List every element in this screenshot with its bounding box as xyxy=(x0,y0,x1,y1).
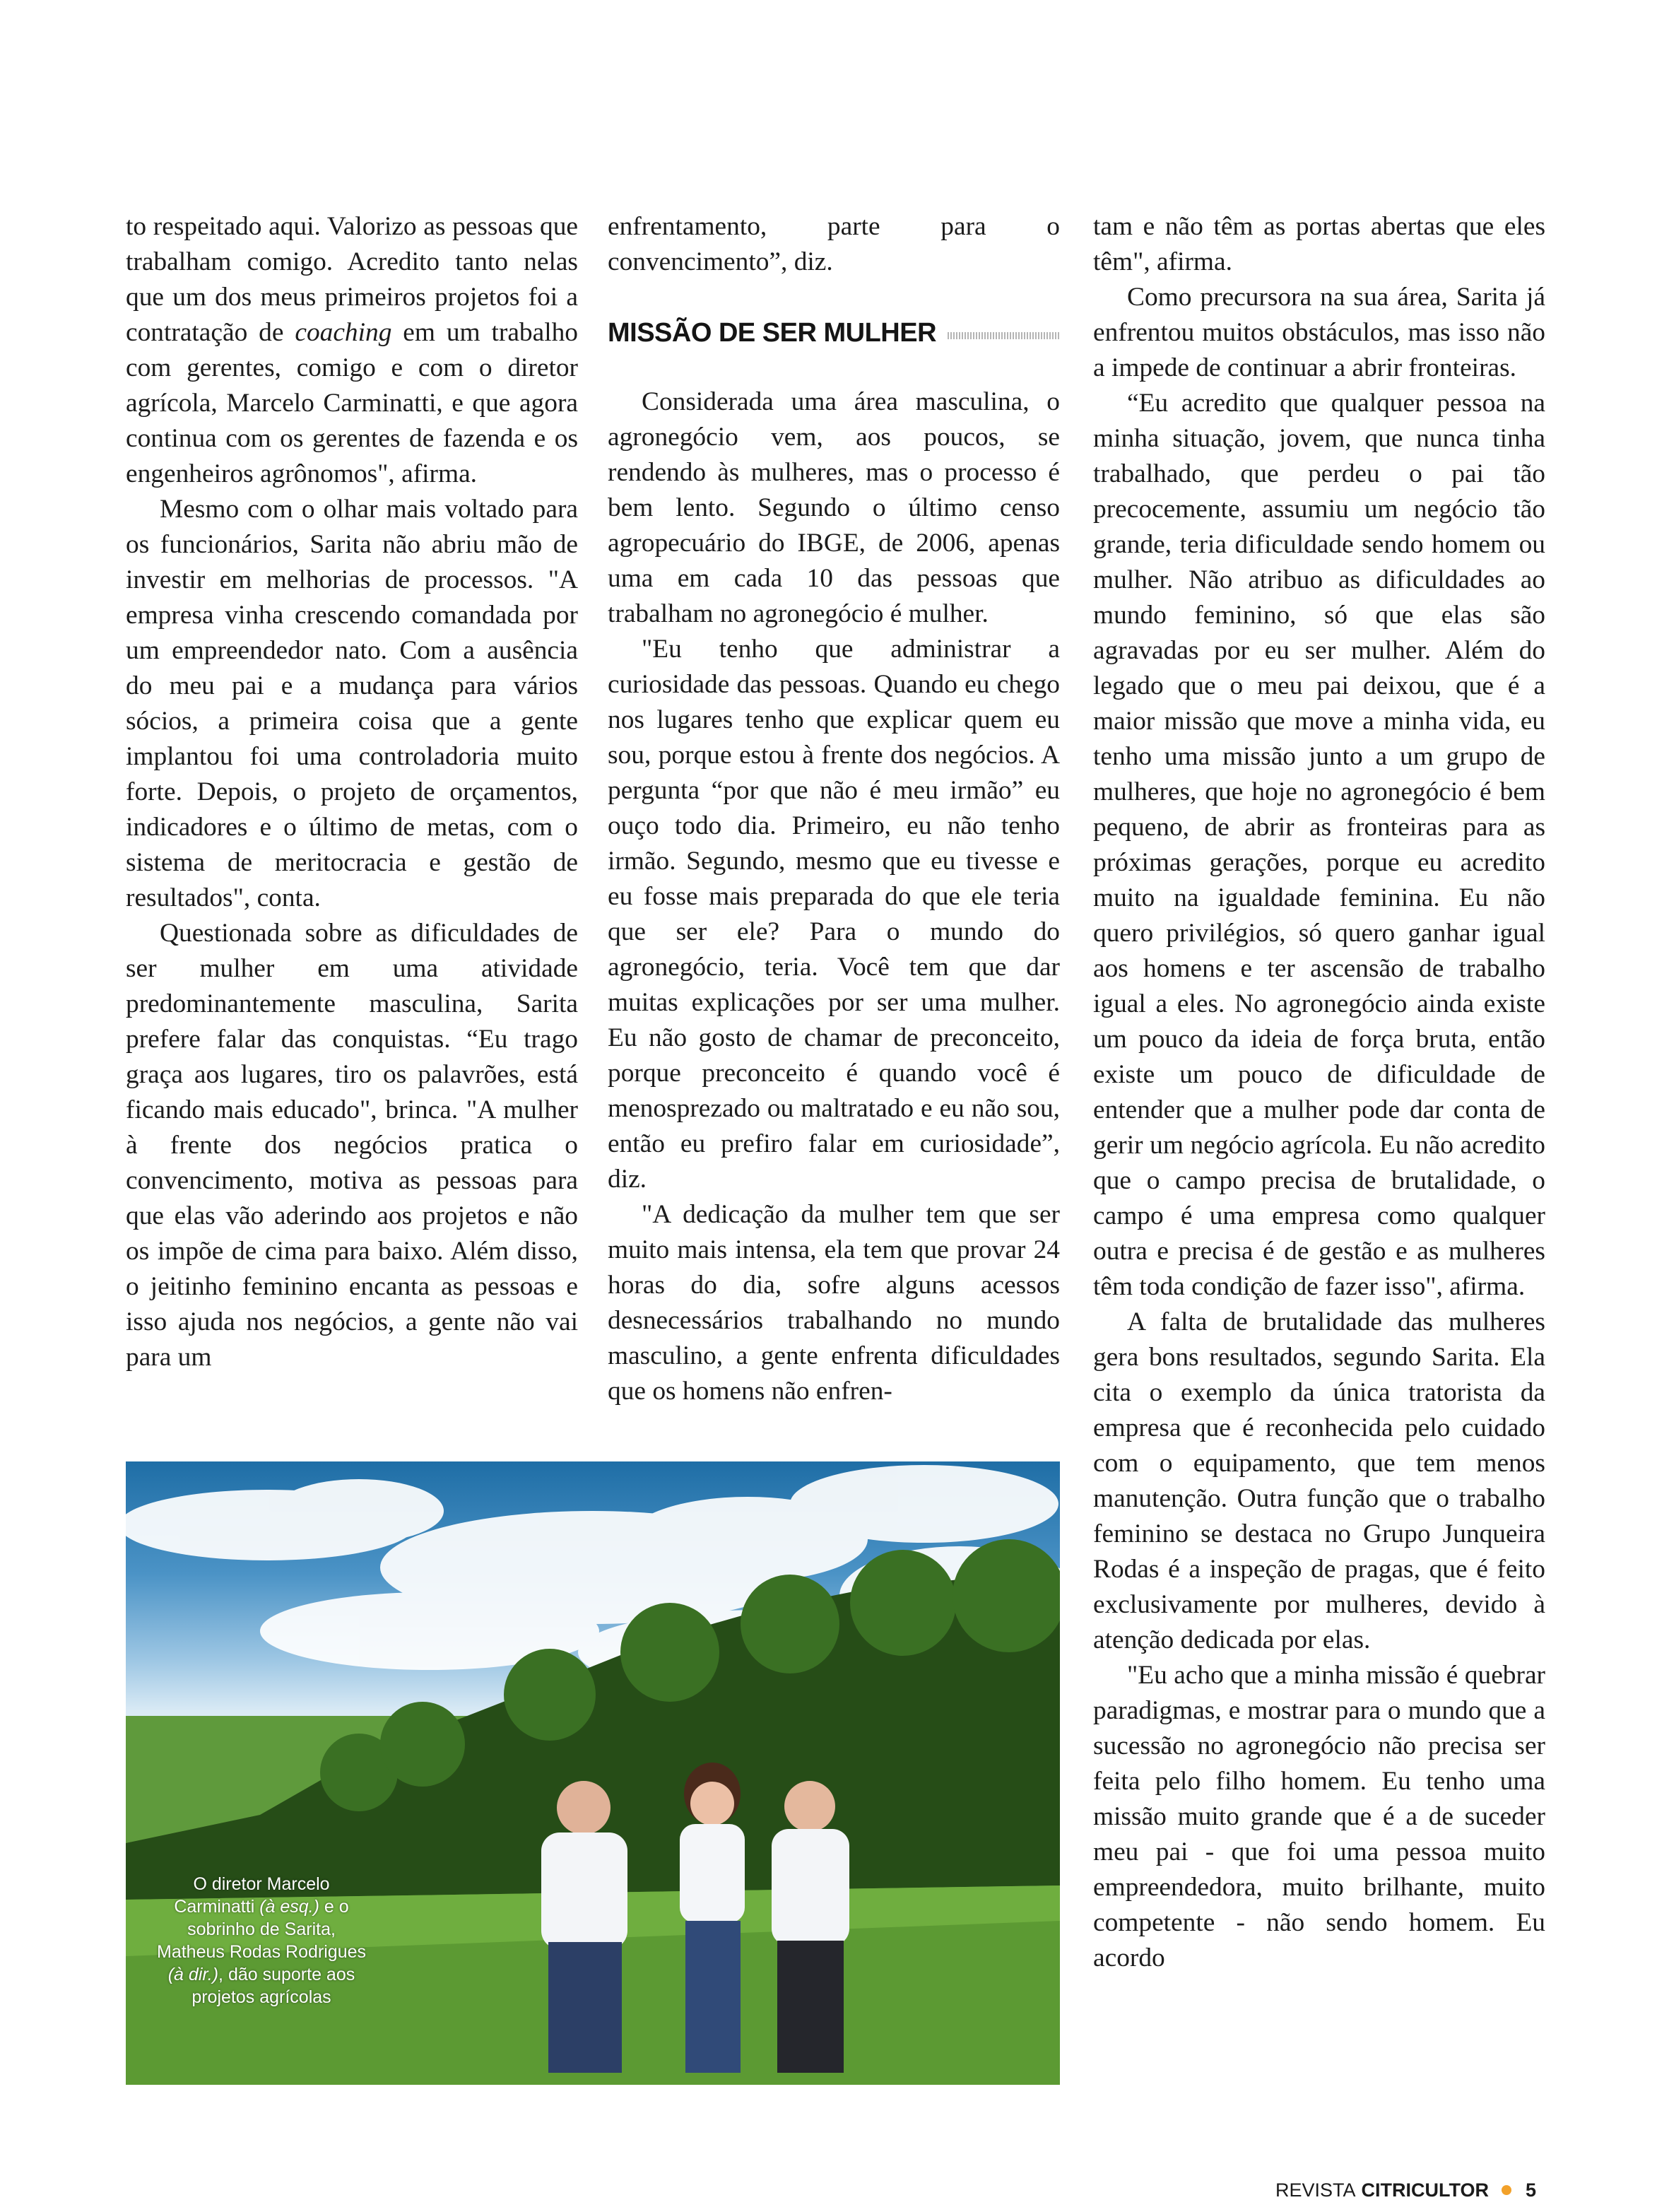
paragraph: A falta de brutalidade das mulheres gera bons resultados, segundo Sarita. Ela cita o exemplo da única tratorista da empresa que é reconhecida pelo cuidado com o equipamento, que tem menos manutenção. Outra função que o trabalho feminino se destaca no Grupo Junqueira Rodas é a inspeção de pragas, que é feito exclusivamente por mulheres, devido à atenção dedicada por elas. xyxy=(1093,1307,1545,1654)
paragraph: "A dedicação da mulher tem que ser muito mais intensa, ela tem que provar 24 horas do dia, sofre alguns acessos desnecessários trabalhando no mundo masculino, a gente enfrenta dificuldades que os homens não enfren- xyxy=(608,1200,1060,1406)
heading-dotted-rule xyxy=(948,332,1060,339)
paragraph: Considerada uma área masculina, o agronegócio vem, aos poucos, se rendendo às mulheres, mas o processo é bem lento. Segundo o último censo agropecuário do IBGE, de 2006, apenas uma em cada 10 das pessoas que trabalham no agronegócio é mulher. xyxy=(608,387,1060,628)
section-heading-text: MISSÃO DE SER MULHER xyxy=(608,318,937,348)
bullet-dot-icon xyxy=(1502,2185,1511,2195)
emphasis: coaching xyxy=(295,318,392,347)
article-column-3 xyxy=(1093,209,1545,1976)
paragraph: enfrentamento, parte para o convencimento”, diz. xyxy=(608,212,1060,276)
magazine-name: REVISTA xyxy=(1275,2179,1356,2201)
paragraph: "Eu tenho que administrar a curiosidade das pessoas. Quando eu chego nos lugares tenho que explicar quem eu sou, porque estou à frente dos negócios. A pergunta “por que não é meu irmão” eu ouço todo dia. Primeiro, eu não tenho irmão. Segundo, mesmo que eu tivesse e eu fosse mais preparada do que ele teria que ser ele? Para o mundo do agronegócio, teria. Você tem que dar muitas explicações por ser uma mulher. Eu não gosto de chamar de preconceito, porque preconceito é quando você é menosprezado ou maltratado e eu não sou, então eu prefiro falar em curiosidade”, diz. xyxy=(608,635,1060,1194)
paragraph: Questionada sobre as dificuldades de ser mulher em uma atividade predominantemente masculina, Sarita prefere falar das conquistas. “Eu trago graça aos lugares, tiro os palavrões, está ficando mais educado", brinca. "A mulher à frente dos negócios pratica o convencimento, motiva as pessoas para que elas vão aderindo aos projetos e não os impõe de cima para baixo. Além disso, o jeitinho feminino encanta as pessoas e isso ajuda nos negócios, a gente não vai para um xyxy=(126,919,578,1372)
page-number: 5 xyxy=(1525,2179,1536,2201)
paragraph: tam e não têm as portas abertas que eles têm", afirma. xyxy=(1093,212,1545,276)
paragraph: “Eu acredito que qualquer pessoa na minha situação, jovem, que nunca tinha trabalhado, que perdeu o pai tão precocemente, assumiu um negócio tão grande, teria dificuldade sendo homem ou mulher. Não atribuo as dificuldades ao mundo feminino, só que elas são agravadas por eu ser mulher. Além do legado que o meu pai deixou, que é a maior missão que move a minha vida, eu tenho uma missão junto a um grupo de mulheres, que hoje no agronegócio é bem pequeno, de abrir as fronteiras para as próximas gerações, porque eu acredito muito na igualdade feminina. Eu não quero privilégios, só quero ganhar igual aos homens e ter ascensão de trabalho igual a eles. No agronegócio ainda existe um pouco da ideia de força bruta, então existe um pouco de dificuldade de entender que a mulher pode dar conta de gerir um negócio agrícola. Eu não acredito que o campo precisa de brutalidade, o campo é uma empresa como qualquer outra e precisa é de gestão e as mulheres têm toda condição de fazer isso", afirma. xyxy=(1093,389,1545,1301)
magazine-name-bold: CITRICULTOR xyxy=(1361,2179,1489,2201)
article-column-1 xyxy=(126,209,578,1375)
paragraph: to respeitado aqui. Valorizo as pessoas que trabalham comigo. Acredito tanto nelas que um dos meus primeiros projetos foi a contratação de coaching em um trabalho com gerentes, comigo e com o diretor agrícola, Marcelo Carminatti, e que agora continua com os gerentes de fazenda e os engenheiros agrônomos", afirma. xyxy=(126,212,578,488)
paragraph: Como precursora na sua área, Sarita já enfrentou muitos obstáculos, mas isso não a impede de continuar a abrir fronteiras. xyxy=(1093,283,1545,382)
section-heading xyxy=(608,315,1060,351)
paragraph: Mesmo com o olhar mais voltado para os funcionários, Sarita não abriu mão de investir em melhorias de processos. "A empresa vinha crescendo comandada por um empreendedor nato. Com a ausência do meu pai e a mudança para vários sócios, a primeira coisa que a gente implantou foi uma controladoria muito forte. Depois, o projeto de orçamentos, indicadores e o último de metas, com o sistema de meritocracia e gestão de resultados", conta. xyxy=(126,495,578,912)
article-photo xyxy=(126,1461,1060,2085)
person-center xyxy=(680,1763,745,2073)
page-footer xyxy=(1275,2178,1536,2202)
photo-caption: O diretor Marcelo Carminatti (à esq.) e o sobrinho de Sarita, Matheus Rodas Rodrigues (à dir.), dão suporte aos projetos agrícolas xyxy=(157,1874,366,2007)
paragraph: "Eu acho que a minha missão é quebrar paradigmas, e mostrar para o mundo que a sucessão no agronegócio não precisa ser feita pelo filho homem. Eu tenho uma missão muito grande que é a de suceder meu pai - que foi uma pessoa muito empreendedora, muito brilhante, muito competente - não sendo homem. Eu acordo xyxy=(1093,1661,1545,1972)
article-column-2 xyxy=(608,209,1060,1409)
